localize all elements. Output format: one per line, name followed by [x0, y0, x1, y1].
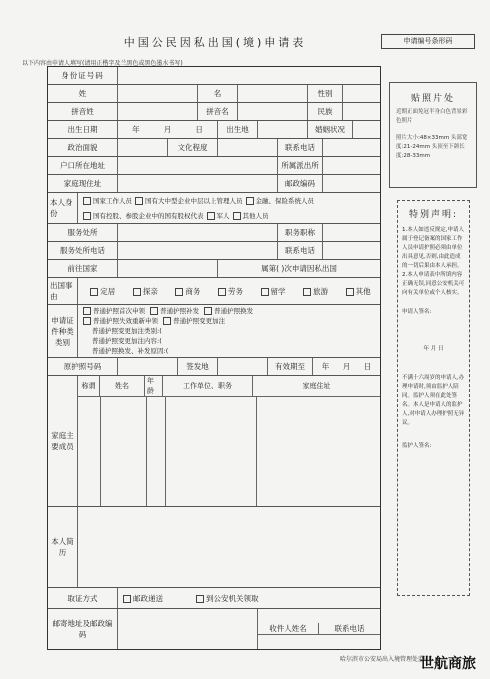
- family-col-age: 年龄: [145, 376, 163, 396]
- employer-input[interactable]: [118, 224, 278, 241]
- type-label: 申请证件种类类别: [48, 305, 78, 357]
- guardian-sign-label[interactable]: 监护人签名:: [402, 443, 432, 449]
- row-destination: [48, 260, 380, 278]
- day-label: 日: [195, 125, 203, 134]
- police-station-input[interactable]: [323, 157, 380, 174]
- photo-desc: 近期正面免冠半身白色背景彩色照片: [396, 109, 468, 124]
- police-station-label: 所属派出所: [278, 157, 323, 174]
- contact-phone-label: 联系电话: [278, 242, 323, 259]
- mail-label: 邮寄地址及邮政编码: [48, 609, 118, 649]
- destination-input[interactable]: [118, 260, 218, 277]
- row-hukou: [48, 157, 380, 175]
- declaration-title: 特别声明:: [408, 210, 459, 220]
- home-addr-input[interactable]: [118, 175, 278, 192]
- row-mail: [48, 609, 380, 649]
- pickup-label: 取证方式: [48, 588, 118, 608]
- dob-input[interactable]: [118, 121, 218, 138]
- row-pickup: [48, 588, 380, 609]
- barcode-box: 申请编号条形码: [381, 34, 475, 49]
- row-employer-phone: [48, 242, 380, 260]
- resume-input[interactable]: [78, 507, 380, 587]
- hukou-label: 户口所在地址: [48, 157, 118, 174]
- type-opt-0[interactable]: 普通护照首次申领: [80, 307, 145, 315]
- identity-opt6[interactable]: 其他人员: [230, 210, 269, 222]
- surname-input[interactable]: [118, 85, 198, 102]
- phone-label: 联系电话: [278, 139, 323, 156]
- gender-label: 性别: [308, 85, 343, 102]
- pinyin-surname-input[interactable]: [118, 103, 198, 120]
- political-label: 政治面貌: [48, 139, 118, 156]
- row-pinyin: [48, 103, 380, 121]
- pinyin-given-label: 拼音名: [198, 103, 238, 120]
- dob-label: 出生日期: [48, 121, 118, 138]
- photo-area: [389, 82, 477, 188]
- marital-label: 婚姻状况: [308, 121, 353, 138]
- reason-opt-6[interactable]: 其他: [343, 286, 371, 297]
- change3-field[interactable]: 普通护照换发、补发原因:(: [92, 347, 169, 355]
- sign-date: 年 月 日: [423, 346, 444, 352]
- gender-input[interactable]: [343, 85, 380, 102]
- row-resume: [48, 507, 380, 588]
- reason-opt-3[interactable]: 劳务: [215, 286, 243, 297]
- pinyin-surname-label: 拼音姓: [48, 103, 118, 120]
- reason-opt-0[interactable]: 定居: [87, 286, 115, 297]
- birthplace-input[interactable]: [258, 121, 308, 138]
- footer-stamp: 哈尔滨市公安局出入境管理处监印: [340, 656, 431, 663]
- id-input[interactable]: [118, 67, 380, 84]
- ethnicity-label: 民族: [308, 103, 343, 120]
- family-col-relation: 称谓: [78, 376, 100, 396]
- row-family: [48, 376, 380, 507]
- row-identity: [48, 193, 380, 224]
- hukou-input[interactable]: [118, 157, 278, 174]
- reason-options: [78, 278, 380, 304]
- family-col-address: 家庭住址: [302, 382, 331, 390]
- main-form-table: [47, 66, 381, 650]
- year-label: 年: [132, 125, 140, 134]
- applicant-sign-label[interactable]: 申请人签名:: [402, 309, 432, 315]
- identity-opt5[interactable]: 军人: [204, 210, 230, 222]
- given-input[interactable]: [238, 85, 308, 102]
- type-opt-3[interactable]: 普通护照失效重新申领: [80, 317, 158, 325]
- reason-label: 出国事由: [48, 278, 78, 304]
- postcode-label: 邮政编码: [278, 175, 323, 192]
- expiry-input[interactable]: 年 月 日: [321, 362, 372, 371]
- form-title: 中国公民因私出国(境)申请表: [123, 36, 307, 49]
- political-input[interactable]: [118, 139, 168, 156]
- type-opt-2[interactable]: 普通护照换发: [201, 307, 253, 315]
- times-label: 属第( )次申请因私出国: [261, 264, 337, 273]
- home-addr-label: 家庭现住址: [48, 175, 118, 192]
- job-title-label: 职务职称: [278, 224, 323, 241]
- reason-opt-5[interactable]: 旅游: [300, 286, 328, 297]
- issue-place-input[interactable]: [218, 358, 268, 375]
- phone-input[interactable]: [323, 139, 380, 156]
- row-type: [48, 305, 380, 358]
- resume-label: 本人简历: [48, 507, 78, 587]
- orig-passport-label: 原护照号码: [48, 358, 118, 375]
- row-home: [48, 175, 380, 193]
- given-label: 名: [198, 85, 238, 102]
- photo-size: 照片大小:48×33mm 头部宽度:21-24mm 头顶至下颌长度:28-33mm: [396, 135, 468, 159]
- orig-passport-input[interactable]: [118, 358, 178, 375]
- reason-opt-4[interactable]: 留学: [258, 286, 286, 297]
- postcode-input[interactable]: [323, 175, 380, 192]
- education-input[interactable]: [218, 139, 278, 156]
- family-col-name: 姓名: [100, 376, 145, 396]
- identity-opt1[interactable]: 国家工作人员: [80, 195, 132, 207]
- row-employer: [48, 224, 380, 242]
- reason-opt-2[interactable]: 商务: [172, 286, 200, 297]
- family-col-work: 工作单位、职务: [163, 376, 253, 396]
- pinyin-given-input[interactable]: [238, 103, 308, 120]
- month-label: 月: [163, 125, 172, 134]
- marital-input[interactable]: [353, 121, 380, 138]
- surname-label: 姓: [48, 85, 118, 102]
- family-grid: [78, 376, 380, 506]
- job-title-input[interactable]: [323, 224, 380, 241]
- row-political: [48, 139, 380, 157]
- identity-label: 本人身份: [48, 193, 78, 223]
- photo-title: 贴照片处: [410, 94, 455, 104]
- fill-note: 以下内容由申请人填写(请用正楷字及兰黑色或黑色墨水书写): [22, 60, 183, 67]
- contact-phone-input[interactable]: [323, 242, 380, 259]
- declaration-text: 1.本人如违反规定,申请人属于登记备案的国家工作人员申请护照必须由单位出具意见,否则,由此造成的一切后果由本人承担。2.本人申请表中所填内容正确无误,同意公安机关可向有关单位或个人核实。: [402, 227, 465, 296]
- type-opt-1[interactable]: 普通护照补发: [147, 307, 199, 315]
- row-orig-passport: [48, 358, 380, 376]
- identity-opt4[interactable]: 国有控股、参股企业中的国有股权代表: [80, 210, 204, 222]
- employer-phone-label: 服务处所电话: [48, 242, 118, 259]
- row-id: [48, 67, 380, 85]
- id-label: 身份证号码: [48, 67, 118, 84]
- family-body[interactable]: [78, 397, 380, 506]
- education-label: 文化程度: [168, 139, 218, 156]
- expiry-label: 有效期至: [268, 358, 313, 375]
- row-reason: [48, 278, 380, 305]
- identity-options: [78, 193, 380, 223]
- row-name: [48, 85, 380, 103]
- employer-label: 服务处所: [48, 224, 118, 241]
- identity-opt2[interactable]: 国有大中型企业中层以上管理人员: [132, 195, 243, 207]
- receiver-box: [258, 623, 380, 635]
- destination-label: 前往国家: [48, 260, 118, 277]
- declaration-box: [397, 200, 470, 596]
- minor-text: 不满十六周岁的申请人,办理申请时,须由监护人陪同。监护人须在此处签名。本人是申请人的监护人,对申请人办理护照无异议。: [402, 375, 465, 426]
- change2-field[interactable]: 普通护照变更加注内容:(: [92, 337, 162, 345]
- family-label: 家庭主要成员: [48, 376, 78, 506]
- receiver-name-label: 收件人姓名: [258, 623, 319, 634]
- type-options: [78, 305, 380, 357]
- change1-field[interactable]: 普通护照变更加注类别:(: [92, 327, 162, 335]
- birthplace-label: 出生地: [218, 121, 258, 138]
- employer-phone-input[interactable]: [118, 242, 278, 259]
- ethnicity-input[interactable]: [343, 103, 380, 120]
- type-opt-4[interactable]: 普通护照变更加注: [160, 317, 225, 325]
- identity-opt3[interactable]: 金融、保险系统人员: [243, 195, 315, 207]
- brand-watermark: 世航商旅: [420, 656, 476, 672]
- row-dob: [48, 121, 380, 139]
- pickup-options: [118, 588, 380, 608]
- receiver-phone-label: 联系电话: [334, 624, 365, 633]
- reason-opt-1[interactable]: 探亲: [130, 286, 158, 297]
- pickup-opt-mail[interactable]: 邮政递送: [120, 593, 163, 604]
- mail-input[interactable]: [118, 609, 258, 649]
- family-header: [78, 376, 380, 397]
- pickup-opt-office[interactable]: 到公安机关领取: [193, 593, 259, 604]
- issue-place-label: 签发地: [178, 358, 218, 375]
